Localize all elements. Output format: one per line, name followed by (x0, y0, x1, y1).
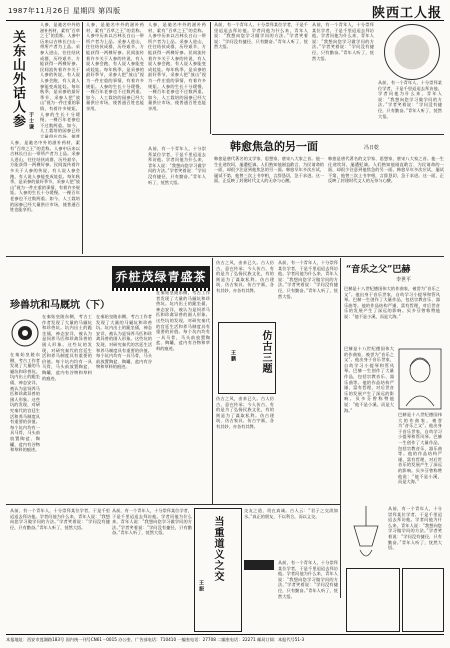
article-guandong-author: 于士谦 (28, 112, 34, 130)
article-guandong-body-1: 人参，是驰名中外的滋补药材，素有“百草之王”的美称。人参中历来以吉林长白山一带所产者为上品。采参人进山，往往结伙成群，历经艰辛，方能获得一两棵好参。民间流传着许多关于人参的传说，有人说人参会跑，有人说人参能变成娃娃。每年秋季，是采参的最好季节，采参人把“放山”视为一件庄重的事情，有着许多规矩。人参的生长十分缓慢，一棵百年老参也不过数两重。如今，人工栽培的园参已经大量供应市场，使普 (40, 22, 80, 138)
misc-text-middle-left: 从前，有一个青年人，十分崇拜某位学者，于是千里迢迢去拜访他。学者问他为什么来，青年人说：“我想向您学习做学问的方法。”学者笑着说：“学问没有捷径，只有勤奋。”青年人听了，恍然大悟。 (148, 146, 206, 185)
article-zhenzhu-body-1: 在秦始皇陵东侧，考古工作者发现了大量的马厩坑和珍兽坑。坑内出土的跪坐俑，神态安详，被认为是饲养马匹和珍禽异兽的圉人形象。这些坑的发现，对研究秦代的宫廷生活和养马制度具有重要的价值。每个坑内均有一具马骨，马头前放置陶盆、陶罐，盆内有谷物和草料的痕迹。 (42, 314, 92, 381)
article-bach-body-1: 巴赫是十八世纪德国伟大的作曲家，被誉为“音乐之父”。他出身于音乐世家，自幼学习小提琴和管风琴。巴赫一生创作了大量作品，包括宗教音乐、器乐曲等。他的作品结构严谨，富有哲理，对后世音乐的发展产生了深远的影响。贝多芬曾称赞他说：“他不是小溪，而是大海。” (344, 286, 440, 319)
article-hanyu-author: 冯日乾 (364, 145, 380, 151)
article-fangzheng-title: 仿古三题 (260, 330, 271, 374)
article-bach-body-3: 巴赫是十八世纪德国伟大的作曲家，被誉为“音乐之父”。他出身于音乐世家，自幼学习小提琴和管风琴。巴赫一生创作了大量作品，包括宗教音乐、器乐曲等。他的作品结构严谨，富有哲理，对后世音乐的发展产生了深远的影响。贝多芬曾称赞他说：“他不是小溪，而是大海。” (398, 412, 442, 485)
bach-portrait-icon (398, 348, 442, 410)
article-fangzheng-body: 仿古之风，由来已久。古人仿古，意在传承；今人仿古，有的是为了弘扬民族文化，有的则是为了谋取私利。仿古建筑、仿古家具、仿古字画，各有其妙，亦各有其弊。 (216, 396, 274, 429)
divider (212, 134, 444, 135)
article-bach-author: 李世平 (396, 277, 412, 283)
misc-text-top: 从前，有一个青年人，十分崇拜某位学者，于是千里迢迢去拜访他。学者问他为什么来，青年人说：“我想向您学习做学问的方法。”学者笑着说：“学问没有捷径，只有勤奋。”青年人听了，恍然大悟。 (214, 22, 308, 50)
misc-text-fang: 仿古之风，由来已久。古人仿古，意在传承；今人仿古，有的是为了弘扬民族文化，有的则是为了谋取私利。仿古建筑、仿古家具、仿古字画，各有其妙，亦各有其弊。 (216, 260, 274, 293)
misc-text-top-3: 从前，有一个青年人，十分崇拜某位学者，于是千里迢迢去拜访他。学者问他为什么来，青年人说：“我想向您学习做学问的方法。”学者笑着说：“学问没有捷径，只有勤奋。”青年人听了，恍然大悟。 (378, 80, 442, 119)
masthead (6, 4, 444, 21)
article-guandong-body-3: 人参，是驰名中外的滋补药材，素有“百草之王”的美称。人参中历来以吉林长白山一带所产者为上品。采参人进山，往往结伙成群，历经艰辛，方能获得一两棵好参。民间流传着许多关于人参的传说，有人说人参会跑，有人说人参能变成娃娃。每年秋季，是采参的最好季节，采参人把“放山”视为一件庄重的事情，有着许多规矩。人参的生长十分缓慢，一棵百年老参也不过数两重。如今，人工栽培的园参已经大量供应市场，使普通百姓也能享用。 (86, 22, 144, 111)
round-stamp-icon (384, 24, 440, 80)
section-tag (244, 560, 274, 570)
misc-text-top-2: 从前，有一个青年人，十分崇拜某位学者，于是千里迢迢去拜访他。学者问他为什么来，青年人说：“我想向您学习做学问的方法。”学者笑着说：“学问没有捷径，只有勤奋。”青年人听了，恍然大悟。 (312, 22, 374, 61)
paper-title: 陕西工人报 (371, 6, 442, 21)
article-guandong-body-2: 人参，是驰名中外的滋补药材，素有“百草之王”的美称。人参中历来以吉林长白山一带所产者为上品。采参人进山，往往结伙成群，历经艰辛，方能获得一两棵好参。民间流传着许多关于人参的传说，有人说人参会跑，有人说人参能变成娃娃。每年秋季，是采参的最好季节，采参人把“放山”视为一件庄重的事情，有着许多规矩。人参的生长十分缓慢，一棵百年老参也不过数两重。如今，人工栽培的园参已经大量供应市场，使普通百姓也能享用。 (10, 140, 80, 213)
misc-text-bottom-right: 从前，有一个青年人，十分崇拜某位学者，于是千里迢迢去拜访他。学者问他为什么来，青年人说：“我想向您学习做学问的方法。”学者笑着说：“学问没有捷径，只有勤奋。”青年人听了，恍然大悟。 (388, 506, 442, 551)
divider (210, 22, 211, 134)
article-zhenzhu-body-2: 在秦始皇陵东侧，考古工作者发现了大量的马厩坑和珍兽坑。坑内出土的跪坐俑，神态安详，被认为是饲养马匹和珍禽异兽的圉人形象。这些坑的发现，对研究秦代的宫廷生活和养马制度具有重要的价值。每个坑内均有一具马骨，马头前放置陶盆、陶罐，盆内有谷物和草料的痕迹。 (10, 352, 40, 453)
footer: 本报地址：西安市莲湖路183号 国内统一刊号CN61－0015 办公室、广告部电话：710410 一编室电话：27708 二编室电话：22271 邮局订阅：本报代号51-3 (6, 634, 444, 645)
bagua-icon (10, 318, 40, 348)
misc-text-bottom-1: 从前，有一个青年人，十分崇拜某位学者，于是千里迢迢去拜访他。学者问他为什么来，青年人说：“我想向您学习做学问的方法。”学者笑着说：“学问没有捷径，只有勤奋。”青年人听了，恍然大悟。 (10, 508, 110, 530)
misc-text-bottom-2: 从前，有一个青年人，十分崇拜某位学者，于是千里迢迢去拜访他。学者问他为什么来，青年人说：“我想向您学习做学问的方法。”学者笑着说：“学问没有捷径，只有勤奋。”青年人听了，恍然大悟。 (112, 508, 192, 536)
divider (340, 258, 341, 598)
article-bach-body-2: 巴赫是十八世纪德国伟大的作曲家，被誉为“音乐之父”。他出身于音乐世家，自幼学习小提琴和管风琴。巴赫一生创作了大量作品，包括宗教音乐、器乐曲等。他的作品结构严谨，富有哲理，对后世音乐的发展产生了深远的影响。贝多芬曾称赞他说：“他不是小溪，而是大海。” (344, 346, 394, 413)
misc-text-bottom-3: 交友之道，贵在真诚。古人云：“君子之交淡如水。”真正的朋友，不以利合，而以义交。 (244, 508, 338, 519)
notice-box (346, 568, 400, 632)
article-zhenzhu-body-3: 在秦始皇陵东侧，考古工作者发现了大量的马厩坑和珍兽坑。坑内出土的跪坐俑，神态安详，被认为是饲养马匹和珍禽异兽的圉人形象。这些坑的发现，对研究秦代的宫廷生活和养马制度具有重要的价值。每个坑内均有一具马骨，马头前放置陶盆、陶罐，盆内有谷物和草料的痕迹。 (96, 314, 152, 370)
article-dangzhong-author: 王振 (198, 580, 204, 592)
misc-text-center: 从前，有一个青年人，十分崇拜某位学者，于是千里迢迢去拜访他。学者问他为什么来，青年人说：“我想向您学习做学问的方法。”学者笑着说：“学问没有捷径，只有勤奋。”青年人听了，恍然大悟。 (278, 260, 338, 299)
article-fangzheng-author: 王鹏 (230, 350, 236, 362)
hanging-lamp-icon (346, 506, 386, 566)
article-hanyu-body-2: 韩愈是唐代著名的文学家、思想家，唐宋八大家之首。他一生仕途坎坷，屡遭贬谪。人们熟知他刚直敢言、为民请命的一面，却很少注意到他焦急的另一面。韩愈早年多次应试，屡试不第，他曾三次上书宰相，言辞恳切，急于求进。这一面，正反映了封建时代文人的无奈与心酸。 (328, 156, 444, 184)
article-guandong-title: 关东山外话人参 (10, 30, 25, 128)
divider (212, 258, 213, 504)
article-bach-title: “音乐之父”巴赫 (346, 265, 411, 275)
article-zhenzhu-body-4: 在秦始皇陵东侧，考古工作者发现了大量的马厩坑和珍兽坑。坑内出土的跪坐俑，神态安详，被认为是饲养马匹和珍禽异兽的圉人形象。这些坑的发现，对研究秦代的宫廷生活和养马制度具有重要的价值。每个坑内均有一具马骨，马头前放置陶盆、陶罐，盆内有谷物和草料的痕迹。 (156, 290, 210, 351)
banner: 乔桩茂绿青盛茶 (112, 266, 210, 288)
article-hanyu-title: 韩愈焦急的另一面 (230, 140, 318, 153)
divider (82, 22, 83, 254)
misc-text-bottom-4: 从前，有一个青年人，十分崇拜某位学者，于是千里迢迢去拜访他。学者问他为什么来，青年人说：“我想向您学习做学问的方法。”学者笑着说：“学问没有捷径，只有勤奋。”青年人听了，恍然大悟。 (278, 560, 338, 599)
divider (6, 504, 340, 505)
issue-date: 1987年11月26日 星期四 第四版 (8, 7, 121, 15)
article-hanyu-body-1: 韩愈是唐代著名的文学家、思想家，唐宋八大家之首。他一生仕途坎坷，屡遭贬谪。人们熟知他刚直敢言、为民请命的一面，却很少注意到他焦急的另一面。韩愈早年多次应试，屡试不第，他曾三次上书宰相，言辞恳切，急于求进。这一面，正反映了封建时代文人的无奈与心酸。 (214, 156, 324, 184)
article-zhenzhu-title: 珍兽坑和马厩坑（下） (10, 300, 110, 311)
divider (6, 256, 444, 257)
notice-box-2 (402, 568, 444, 632)
article-guandong-body-4: 人参，是驰名中外的滋补药材，素有“百草之王”的美称。人参中历来以吉林长白山一带所产者为上品。采参人进山，往往结伙成群，历经艰辛，方能获得一两棵好参。民间流传着许多关于人参的传说，有人说人参会跑，有人说人参能变成娃娃。每年秋季，是采参的最好季节，采参人把“放山”视为一件庄重的事情，有着许多规矩。人参的生长十分缓慢，一棵百年老参也不过数两重。如今，人工栽培的园参已经大量供应市场，使普通百姓也能享用。 (148, 22, 206, 111)
article-dangzhong-title: 当重道义之交 (212, 516, 223, 582)
